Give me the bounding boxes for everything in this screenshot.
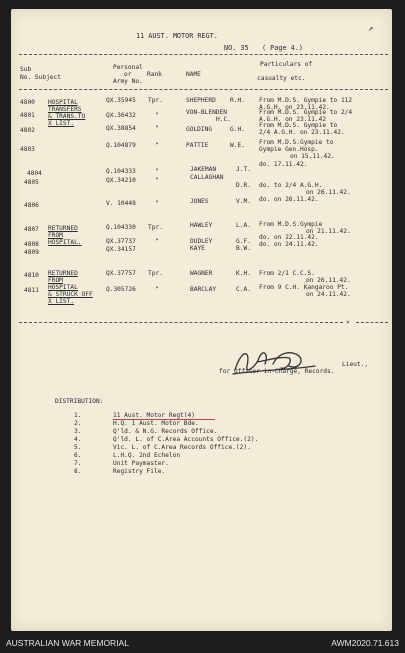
rank-ditto: " <box>155 200 159 207</box>
army-no: QX.35945 <box>106 97 136 104</box>
surname: CALLAGHAN <box>190 174 224 181</box>
initials: G.H. <box>230 126 245 133</box>
col-personal-label-2: or <box>124 71 132 78</box>
particulars-line: From M.D.S. Gympie to 112 <box>259 97 353 104</box>
initials: V.M. <box>236 198 251 205</box>
col-rank-label: Rank <box>147 71 162 78</box>
army-no: Q.305726 <box>106 286 136 293</box>
page-number: ( Page 4.) <box>262 44 303 52</box>
particulars-line: From M.D.S. Gympie to 2/4 <box>259 109 353 116</box>
army-no: QX.38854 <box>106 125 136 132</box>
sub-no: 4809 <box>24 249 39 256</box>
col-sub-no-label-1: Sub <box>20 66 32 73</box>
distribution-item: Unit Paymaster. <box>113 460 169 467</box>
particulars-line: do. on 24.11.42. <box>259 241 319 248</box>
subject-line: RETURNED <box>48 270 78 277</box>
particulars-line: From M.D.S. Gympie to <box>259 122 338 129</box>
particulars-line: on 24.11.42. <box>306 291 351 298</box>
rank: Tpr. <box>148 97 163 104</box>
distribution-item: L.H.Q. 2nd Echelon <box>113 452 181 459</box>
army-no: QX.37757 <box>106 270 136 277</box>
sub-no: 4806 <box>24 202 39 209</box>
rank-ditto: " <box>155 286 159 293</box>
initials: L.A. <box>236 222 251 229</box>
surname: GOLDING <box>186 126 213 133</box>
subject-line: & TRANS.TO <box>48 113 86 120</box>
signature-line: for Officer-in-Charge, Records. <box>219 368 335 375</box>
distribution-number: 8. <box>74 468 82 475</box>
particulars-line: A.G.H. on 23.11.42 <box>259 116 327 123</box>
rank-ditto: " <box>155 168 159 175</box>
subject-line: FROM <box>48 277 63 284</box>
subject-line: TRANSFERS <box>48 106 82 113</box>
distribution-number: 7. <box>74 460 82 467</box>
army-no: QX.36432 <box>106 112 136 119</box>
army-no: QX.34157 <box>106 246 136 253</box>
rank: Tpr. <box>148 224 163 231</box>
col-personal-label-3: Army No. <box>113 78 143 85</box>
table-end-rule-right <box>356 322 388 323</box>
particulars-line: From 9 C.H. Kangaroo Pt. <box>259 284 349 291</box>
particulars-line: do. to 2/4 A.G.H. <box>259 182 323 189</box>
subject-line: HOSPITAL <box>48 284 78 291</box>
particulars-line: 2/4 A.G.H. on 23.11.42. <box>259 129 345 136</box>
initials: K.H. <box>236 270 251 277</box>
subject-line: FROM <box>48 232 63 239</box>
army-no: QX.37737 <box>106 238 136 245</box>
particulars-line: From 2/1 C.C.S. <box>259 270 315 277</box>
particulars-line: on 26.11.42. <box>306 277 351 284</box>
col-sub-no-label-2: No. Subject <box>20 74 61 81</box>
sub-no: 4810 <box>24 272 39 279</box>
rank-ditto: " <box>155 238 159 245</box>
subject-line: HOSPITAL. <box>48 239 82 246</box>
particulars-line: on 26.11.42. <box>306 189 351 196</box>
footer-institution: AUSTRALIAN WAR MEMORIAL <box>6 638 129 648</box>
particulars-line: From M.D.S.Gympie <box>259 221 323 228</box>
distribution-item: Registry File. <box>113 468 166 475</box>
sub-no: 4800 <box>20 99 35 106</box>
particulars-line: on 21.11.42. <box>306 228 351 235</box>
particulars-line: do. on 26.11.42. <box>259 196 319 203</box>
distribution-number: 4. <box>74 436 82 443</box>
subject-line: RETURNED <box>48 225 78 232</box>
army-no: V. 10448 <box>106 200 136 207</box>
initials: G.F. <box>236 238 251 245</box>
initials: B.W. <box>236 245 251 252</box>
col-particulars-label-2: casualty etc. <box>257 75 306 82</box>
signature-title: Lieut., <box>342 361 369 368</box>
subject-line: X LIST. <box>48 298 75 305</box>
distribution-number: 3. <box>74 428 82 435</box>
end-marker: × <box>346 319 350 326</box>
col-name-label: NAME <box>186 71 201 78</box>
distribution-number: 1. <box>74 412 82 419</box>
rank-ditto: " <box>155 142 159 149</box>
particulars-line: A.G.H. on 23.11.42. <box>259 104 330 111</box>
particulars-line: From M.D.S.Gympie to <box>259 139 334 146</box>
surname: JAKEMAN <box>190 166 217 173</box>
subject-line: & STRUCK OFF <box>48 291 93 298</box>
sub-no: 4811 <box>24 287 39 294</box>
initials: W.E. <box>230 142 245 149</box>
subject-hospital: HOSPITAL <box>48 99 78 106</box>
header-rule-top <box>19 54 388 55</box>
surname: HAWLEY <box>190 222 213 229</box>
sub-no: 4803 <box>20 146 35 153</box>
sub-no: 4804 <box>27 170 42 177</box>
archive-footer <box>0 633 405 653</box>
particulars-line: do. on 22.11.42. <box>259 234 319 241</box>
distribution-item: 11 Aust. Motor Regt(4) <box>113 412 195 419</box>
army-no: Q.104330 <box>106 224 136 231</box>
header-rule-bottom <box>19 89 388 90</box>
initials: J.T. <box>236 166 251 173</box>
surname: SHEPHERD <box>186 97 216 104</box>
initials: R.H. <box>230 97 245 104</box>
distribution-number: 6. <box>74 452 82 459</box>
surname: BARCLAY <box>190 286 217 293</box>
distribution-item: H.Q. 1 Aust. Motor Bde. <box>113 420 199 427</box>
distribution-heading: DISTRIBUTION: <box>55 398 104 405</box>
surname: KAYE <box>190 245 205 252</box>
army-no: Q.104879 <box>106 142 136 149</box>
handwritten-signature <box>229 340 319 382</box>
unit-title: 11 AUST. MOTOR REGT. <box>136 32 218 40</box>
rank: Tpr. <box>148 270 163 277</box>
initials: D.R. <box>236 182 251 189</box>
particulars-line: on 15.11.42. <box>290 153 335 160</box>
particulars-line: do. 17.11.42. <box>259 161 308 168</box>
distribution-item: Q'ld. L. of C.Area Accounts Office.(2). <box>113 436 259 443</box>
table-end-rule <box>19 322 343 323</box>
distribution-number: 2. <box>74 420 82 427</box>
surname: JONES <box>190 198 209 205</box>
footer-accession-number: AWM2020.71.613 <box>331 638 399 648</box>
rank-ditto: " <box>155 177 159 184</box>
sub-no: 4801 <box>20 112 35 119</box>
document-number: NO. 35 <box>224 44 249 52</box>
surname: DUDLEY <box>190 238 213 245</box>
surname: VON-BLENDEN <box>186 109 227 116</box>
surname: WAGNER <box>190 270 213 277</box>
rank-ditto: " <box>155 112 159 119</box>
initials: H.C. <box>216 116 231 123</box>
distribution-item: Vic. L. of C.Area Records Office.(2). <box>113 444 251 451</box>
col-personal-label-1: Personal <box>113 64 143 71</box>
distribution-number: 5. <box>74 444 82 451</box>
sub-no: 4805 <box>24 179 39 186</box>
subject-line: X LIST. <box>48 120 75 127</box>
col-particulars-label-1: Particulars of <box>260 61 313 68</box>
particulars-line: Gympie Gen.Hosp. <box>259 146 319 153</box>
army-no: Q.104333 <box>106 168 136 175</box>
sub-no: 4808 <box>24 241 39 248</box>
corner-mark-icon: ↗ <box>368 24 374 34</box>
initials: C.A. <box>236 286 251 293</box>
sub-no: 4807 <box>24 226 39 233</box>
rank-ditto: " <box>155 125 159 132</box>
sub-no: 4802 <box>20 127 35 134</box>
army-no: QX.34210 <box>106 177 136 184</box>
distribution-item: Q'ld. & N.G. Records Office. <box>113 428 218 435</box>
surname: PATTIE <box>186 142 209 149</box>
